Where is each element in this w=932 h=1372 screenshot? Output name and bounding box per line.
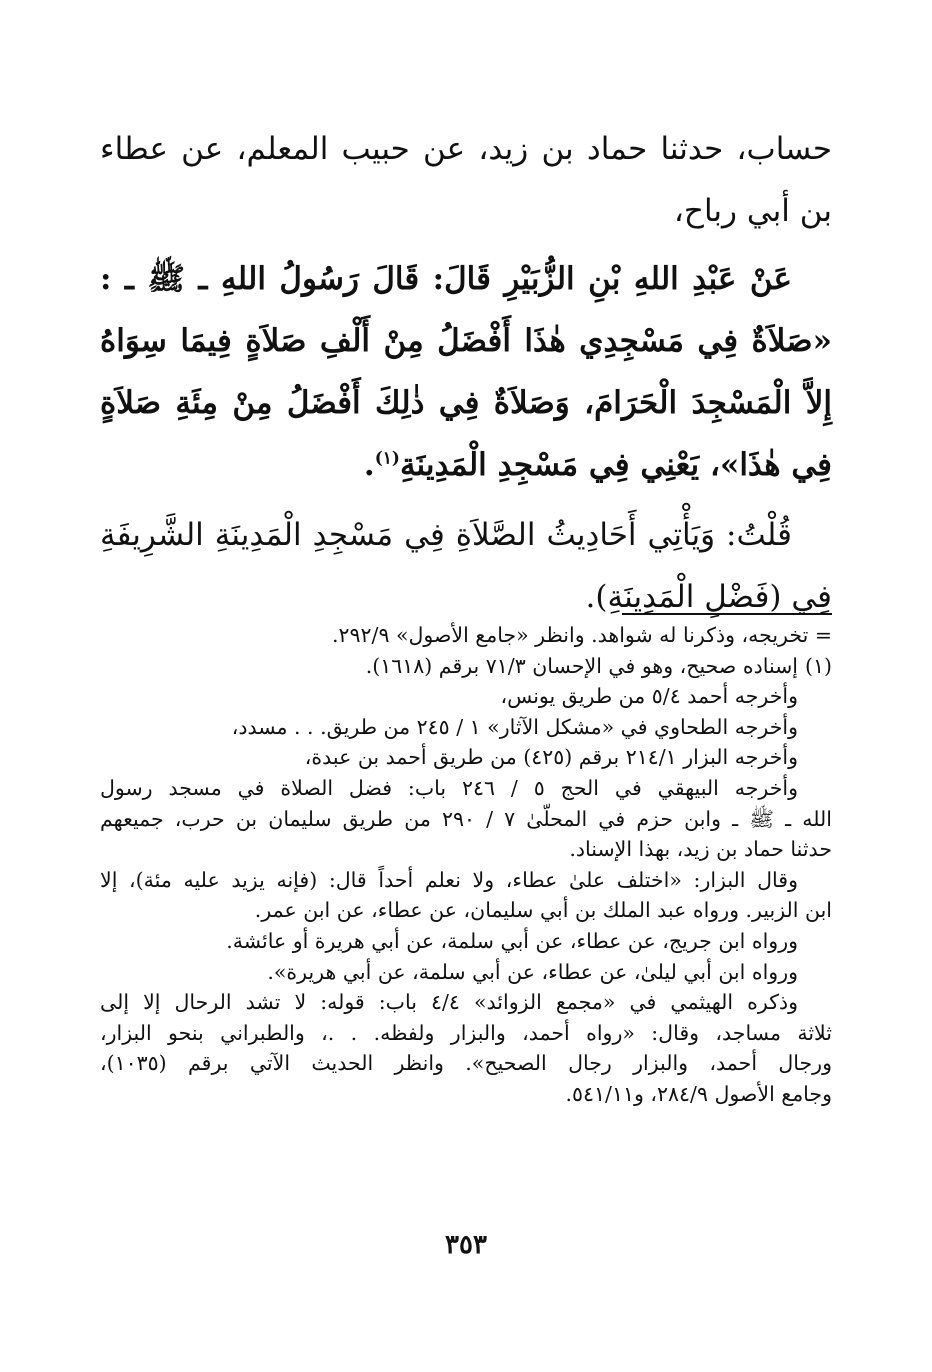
main-text (100, 118, 832, 628)
isnad-paragraph: حساب، حدثنا حماد بن زيد، عن حبيب المعلم، عن عطاء بن أبي رباح، (100, 131, 832, 229)
footnote-line: ثلاثة مساجد، وقال: «رواه أحمد، والبزار ولفظه. . .، والطبراني بنحو البزار، (100, 1020, 832, 1045)
footnote-separator (622, 613, 832, 615)
page-number: ٣٥٣ (445, 1230, 487, 1260)
hadith-end: . (363, 447, 375, 483)
footnote-line: الله ـ ﷺ ـ وابن حزم في المحلّىٰ ٧ / ٢٩٠ من طريق سليمان بن حرب، جميعهم (100, 806, 832, 831)
footnote-line: وأخرجه البيهقي في الحج ٥ / ٢٤٦ باب: فضل الصلاة في مسجد رسول (100, 775, 798, 800)
footnote-continuation: = تخريجه، وذكرنا له شواهد. وانظر «جامع الأصول» ٢٩٢/٩. (331, 623, 832, 647)
footnote-number: (١) (804, 653, 832, 678)
footnote-line: وجامع الأصول ٢٨٤/٩، و٥٤١/١١. (565, 1081, 832, 1106)
footnote-line: ورواه ابن أبي ليلىٰ، عن عطاء، عن أبي سلمة، عن أبي هريرة». (267, 959, 798, 984)
footnote-reference: (١) (374, 448, 400, 469)
footnote-line: وأخرجه البزار ٢١٤/١ برقم (٤٢٥) من طريق أحمد بن عبدة، (304, 745, 798, 770)
qult-paragraph: قُلْتُ: وَيَأْتِي أَحَادِيثُ الصَّلاَةِ فِي مَسْجِدِ الْمَدِينَةِ الشَّرِيفَةِ فِي (فَضْلِ الْمَدِينَةِ). (100, 517, 832, 615)
footnote-line: (١)إسناده صحيح، وهو في الإحسان ٧١/٣ برقم (١٦١٨). (100, 651, 832, 682)
footnote-line: ابن الزبير. ورواه عبد الملك بن أبي سليمان، عن عطاء، عن ابن عمر. (254, 898, 832, 923)
footnote-line: وذكره الهيثمي في «مجمع الزوائد» ٤/٤ باب: قوله: لا تشد الرحال إلا إلى (100, 990, 799, 1015)
hadith-paragraph (100, 248, 832, 496)
footnote-line: ورواه ابن جريج، عن عطاء، عن أبي سلمة، عن أبي هريرة أو عائشة. (226, 928, 798, 953)
footnote-line: حدثنا حماد بن زيد، بهذا الإسناد. (569, 837, 832, 862)
footnote-line: وقال البزار: «اختلف علىٰ عطاء، ولا نعلم أحداً قال: (فإنه يزيد عليه مئة)، إلا (100, 867, 798, 892)
footnote-line: وأخرجه أحمد ٥/٤ من طريق يونس، (500, 684, 798, 709)
footnotes (100, 620, 832, 1110)
footnote-line: وأخرجه الطحاوي في «مشكل الآثار» ١ / ٢٤٥ من طريق. . . مسدد، (231, 714, 798, 739)
hadith-text: عَنْ عَبْدِ اللهِ بْنِ الزُّبَيْرِ قَالَ: قَالَ رَسُولُ اللهِ ـ ﷺ ـ : «صَلاَةٌ فِي مَسْجِدِي هٰذَا أَفْضَلُ مِنْ أَلْفِ صَلاَةٍ فِيمَا سِوَاهُ إِلاَّ الْمَسْجِدَ الْحَرَامَ، وَصَلاَةٌ فِي ذٰلِكَ أَفْضَلُ مِنْ مِئَةِ صَلاَةٍ فِي هٰذَا»، يَعْنِي فِي مَسْجِدِ الْمَدِينَةِ (100, 261, 832, 483)
footnote-line: ورجال أحمد، والبزار رجال الصحيح». وانظر الحديث الآتي برقم (١٠٣٥)، (100, 1051, 832, 1076)
